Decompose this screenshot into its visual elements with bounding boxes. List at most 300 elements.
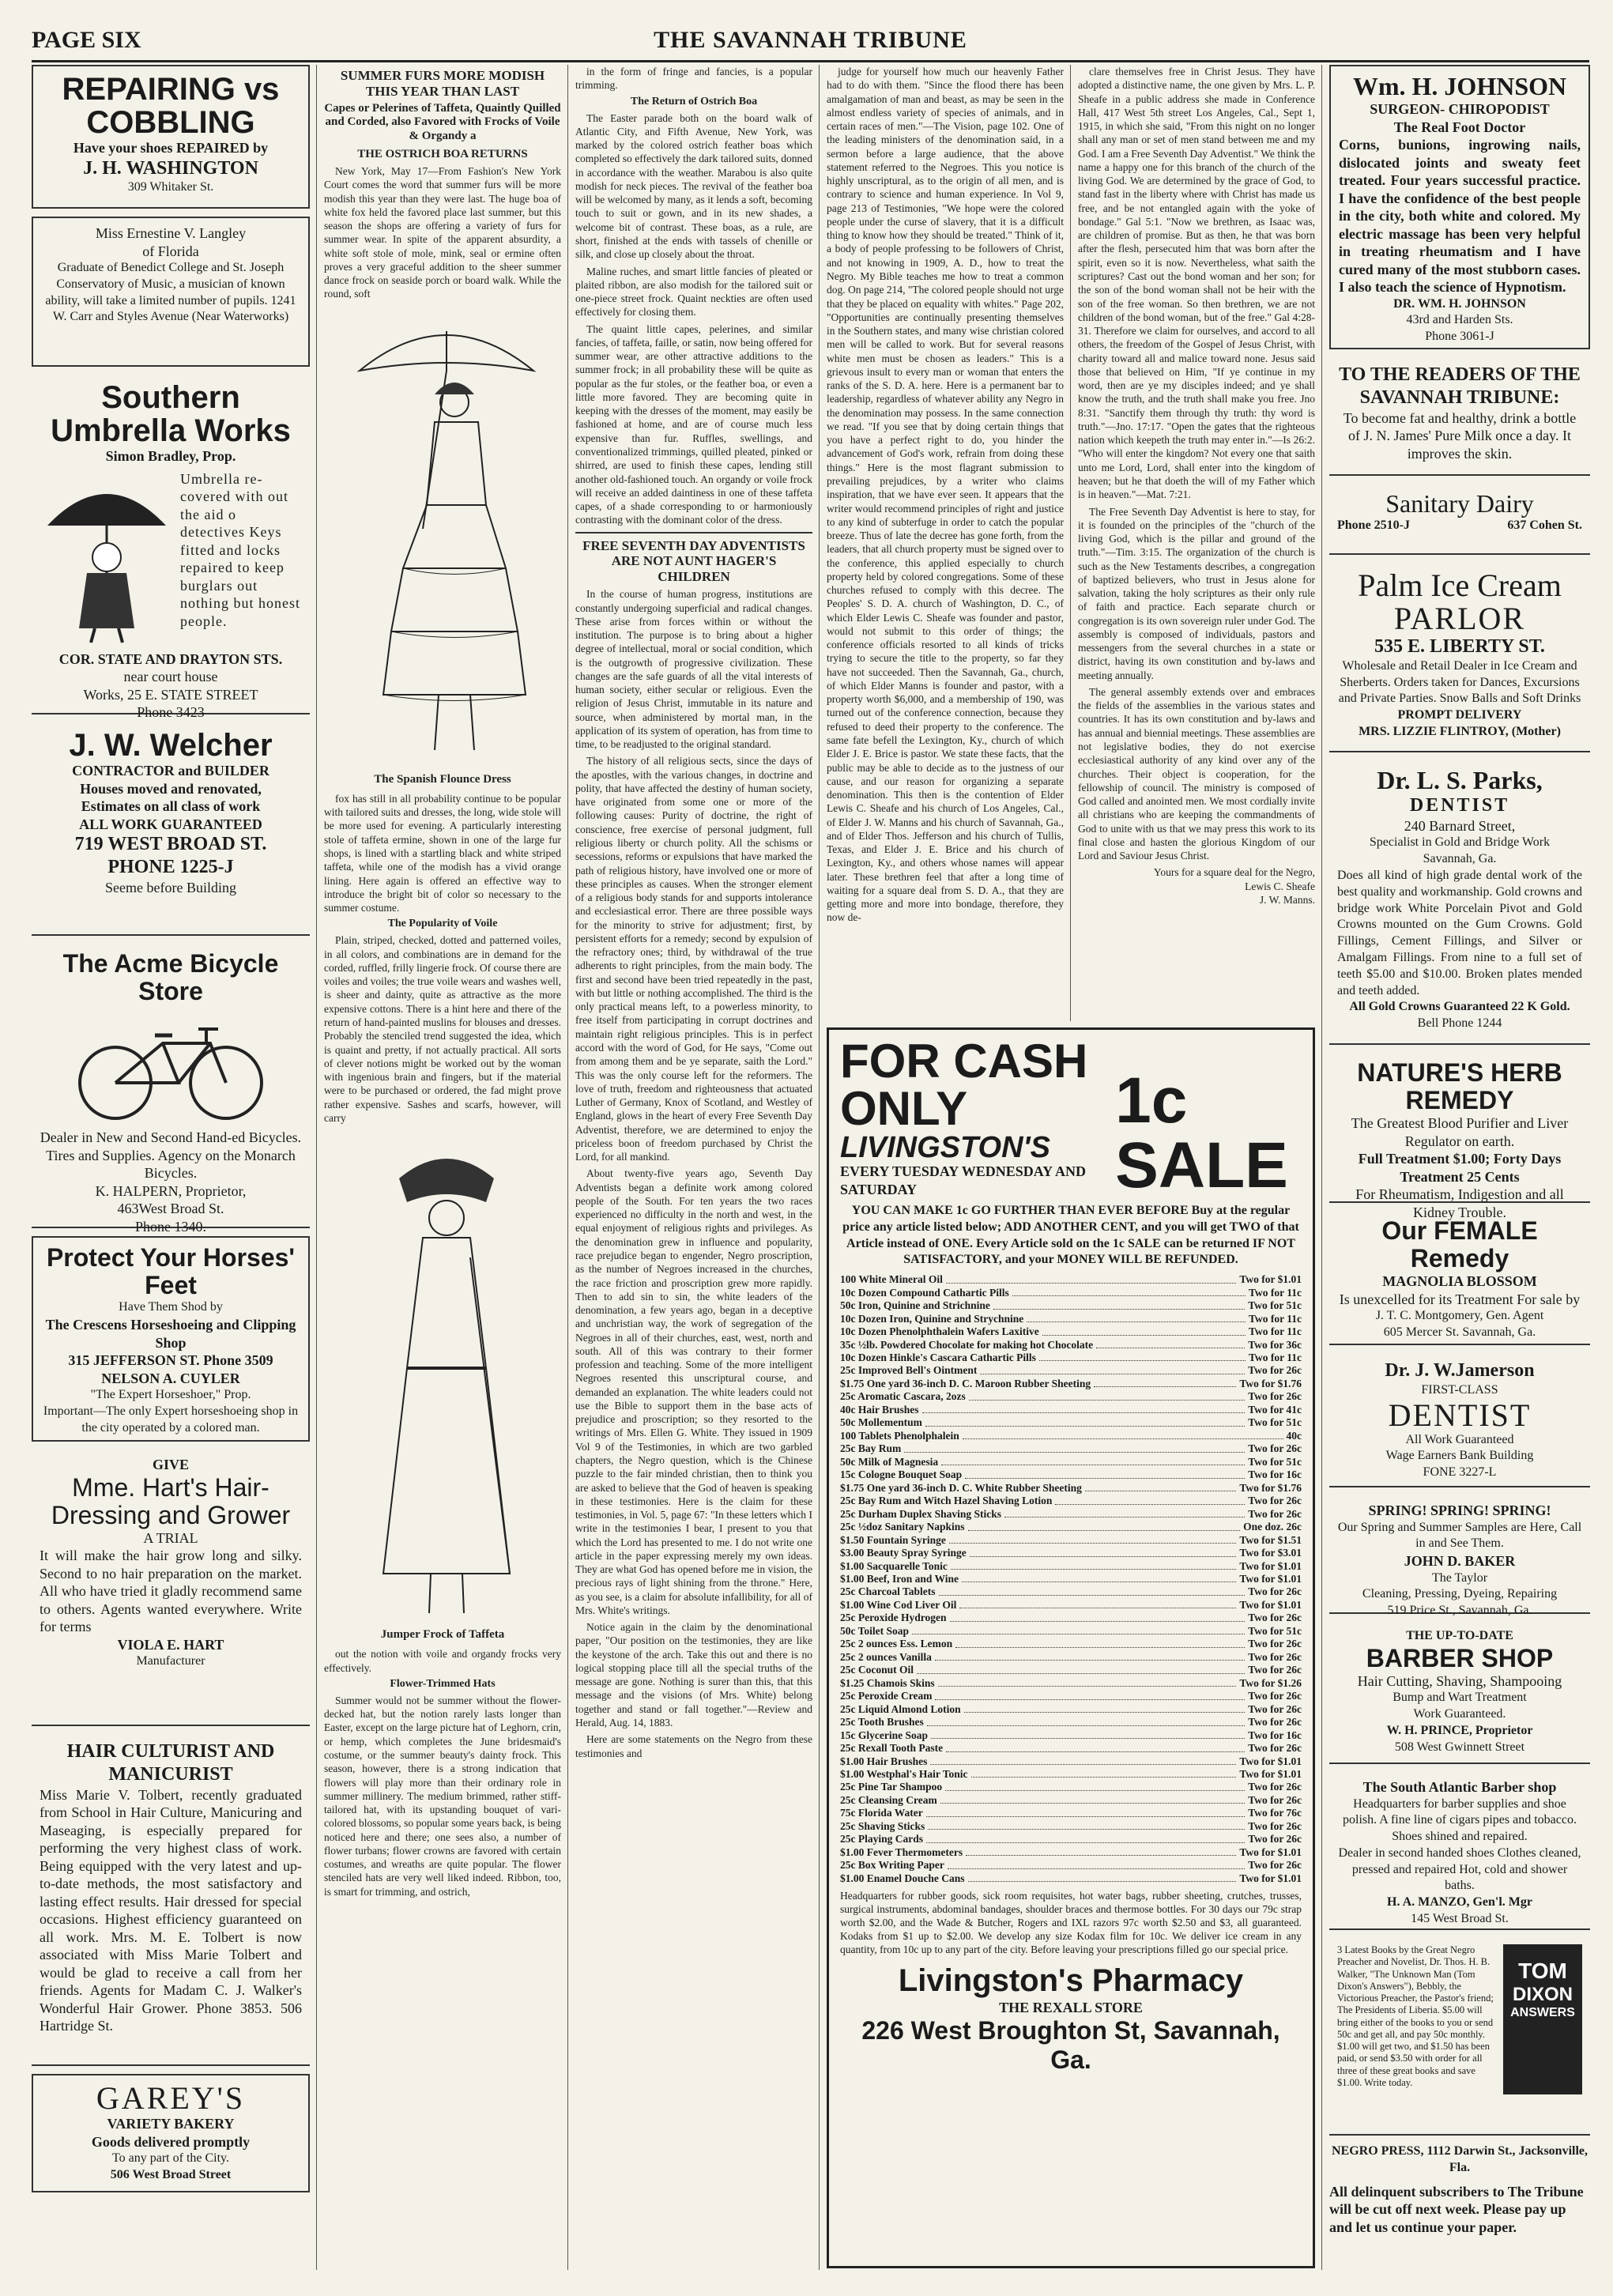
sale-item-price: Two for 51c <box>1248 1455 1302 1468</box>
sale-item-price: Two for 26c <box>1248 1716 1302 1729</box>
jamerson-line: All Work Guaranteed <box>1405 1432 1514 1446</box>
umbrella-title: Southern Umbrella Works <box>51 380 291 448</box>
leader-dots <box>969 1390 1246 1400</box>
welcher-line: Estimates on all class of work <box>81 798 261 814</box>
fashion-headline: SUMMER FURS MORE MODISH THIS YEAR THAN LAST <box>340 68 545 99</box>
fashion-paragraph: New York, May 17—From Fashion's New York Court comes the word that summer furs will be more modish this year than they were last. The huge boa of white fox held the favored place last summer, but this season the shops are offering a variety of furs for summer wear. In spite of the apparent absurdity, a white soft stole of mole, mink, seal or ermine often proves a very graceful addition to the sheer summer dance frock on seaside porch or board walk. While the round, soft <box>324 165 561 300</box>
adventist-paragraph: Here are some statements on the Negro from these testimonies and <box>575 1733 812 1759</box>
parlor-prompt: PROMPT DELIVERY <box>1397 708 1522 722</box>
sale-item <box>840 1573 1302 1585</box>
sale-item-price: Two for 41c <box>1248 1403 1302 1416</box>
sale-item-name: 10c Dozen Phenolphthalein Wafers Laxitive <box>840 1325 1039 1338</box>
leader-dots <box>930 1755 1236 1765</box>
sale-intro: YOU CAN MAKE 1c GO FURTHER THAN EVER BEFORE Buy at the regular price any article listed below; ADD ANOTHER CENT, and you will get TWO of that Article instead of ONE. Every Article sold on the 1c SALE can be returned IF NOT SATISFACTORY, and your MONEY WILL BE REFUNDED. <box>842 1204 1299 1267</box>
hart-name: VIOLA E. HART <box>117 1636 224 1653</box>
acme-prop: K. HALPERN, Proprietor, <box>95 1182 247 1199</box>
sale-item-name: 15c Glycerine Soap <box>840 1729 928 1741</box>
leader-dots <box>1004 1508 1245 1517</box>
sale-item-name: 25c Charcoal Tablets <box>840 1585 936 1598</box>
fashion-paragraph: Summer would not be summer without the flower-decked hat, but the notion rarely lasts longer than Easter, except on the large picture hat of Leghorn, crin, or hemp, which completes the June bridesmaid's costume, or the summer beauty's dainty frock. This season, however, there is a strong indication that flowers will play more than their ordinary role in summer millinery. The medium brimmed, rather stiff-tailored hat, with its upstanding bouquet of vari-colored blossoms, so popular some years back, is being noticed here and there; one sees also, a number of flower turbans; flower crowns are favored with certain costumes, and wreaths are quite popular. The flower stenciled hats are very well liked indeed. Ribbon, too, is smart for trimming, and ostrich, <box>324 1694 561 1898</box>
leader-dots <box>928 1820 1245 1830</box>
female-name: MAGNOLIA BLOSSOM <box>1382 1273 1537 1290</box>
sale-item-name: 25c Bay Rum <box>840 1442 902 1455</box>
leader-dots <box>1055 1495 1245 1504</box>
johnson-ad <box>1329 65 1590 349</box>
book-cover-text: TOM <box>1518 1959 1567 1983</box>
jamerson-phone: FONE 3227-L <box>1423 1465 1497 1480</box>
sale-item-price: Two for 51c <box>1248 1624 1302 1637</box>
hart-title: Mme. Hart's Hair-Dressing and Grower <box>51 1472 291 1529</box>
female-address: 605 Mercer St. Savannah, Ga. <box>1383 1325 1536 1340</box>
adventist-paragraph: judge for yourself how much our heavenly Father had to do with them. "Since the flood there has been amalgamation of man and beast, as may be seen in the almost endless variety of species of animals, and in certain races of men."—The Vision, page 102. One of the leading ministers of the denomination said, in a sermon before a large audience, that the above statement referred to the Negroes. This you notice is highly unscriptural, as to the origin of all men, and is contrary to science and human experience. In Vol 9, page 213 of Testimonies, "We hope were the colored people under the curse of slavery, that it is a difficult thing to know how they should be treated." Think of it, a body of people professing to be followers of Christ, and not knowing in 1909, A. D., how to treat the Negro. My Bible teaches me how to treat a common dog. On page 214, "The colored people should not urge that they be placed on equality with whites." Page 202, "Opportunities are continually presenting themselves in the Southern states, and many wise christian colored men will be called to work. But for several reasons white men must be chosen as leaders." This is a grievous insult to every man or woman that enters the ranks of the S. D. A. here. Here is a permanent bar to leadership, regardless of whatever ability any Negro in the denomination may possess. In the same connection we read. "If you see that by doing certain things that you have a perfect right to do, you hinder the advancement of God's work, refrain from doing these things." Here is the most flagrant submission to prevailing prejudices, by a writer who claims inspiration, that we have ever seen. It appears that the writer would recommend principles of right and justice to any kind of subterfuge in order to catch the popular breeze. Thus of late the decree has gone forth, from the leaders, that all church property must be signed over to the conference, this applied especially to church property held by colored congregations. Some of these churches refused to comply with this decree. The Peoples' S. D. A. church of Washington, D. C., of which Elder Lewis C. Sheafe was founder and pastor, would not submit to this order of things; the conference officials resorted to all kinds of tricks trying to secure the title to the property, so far they have not succeeded. Then the Savannah, Ga., church, of which Elder Manns is founder and pastor, with a property worth $6,000, and a membership of 190, was turned out of the conference connection, because they refused to deed their property to the conference. The same fate befell the Lexington, Ky., church of which Elder J. E. Brice is pastor. We state these facts, that the public may be able to decide as to the justness of our cause, and our reason for organizing a separate denomination. This then is the contention of Elder Lewis C. Sheafe and his church of Los Angeles, Cal., of Elder J. W. Manns and his church of Savannah, Ga., and of Elder Thos. Jefferson and his church of Tullis, Texas, and Elder J. E. Brice and his church of Lexington, Ky., and others whose names will appear later. These brethren feel that after a long time of waiting for a square deal from S. D. A., that they are getting more and more into bondage, therefore, they now de- <box>827 66 1064 924</box>
sale-item-price: Two for 26c <box>1248 1742 1302 1755</box>
welcher-line: ALL WORK GUARANTEED <box>79 816 262 832</box>
female-body: Is unexcelled for its Treatment For sale by <box>1339 1291 1581 1307</box>
parlor-body: Wholesale and Retail Dealer in Ice Cream and Sherberts. Orders taken for Dances, Excursions and Private Parties. Snow Balls and Soft Drinks <box>1338 658 1581 706</box>
sale-item <box>840 1430 1302 1442</box>
adventist-paragraph: The history of all religious sects, since the days of the apostles, with the various changes, in doctrine and polity, that have affected the destiny of human society, have originated from some one or more of the following causes: Purity of doctrine, the right of conscience, free exercise of personal judgment, full religious liberty or church polity. All the schisms or secessions, reforms or expulsions that have marked the path of religious history, have involved one or more of these principles as causes. When the stronger element of a religious body stands for and supports intolerance and ecclesiastical error. There are three possible ways for the minority to strive for adjustment; first, by persistent efforts for a remedy; second by expulsion of the refractory ones; third, by withdrawal of the true adherents to right principles, from the main body. The first and second have been tried repeatedly in the past, with but little or nothing accomplished. The third is the only practical means left, to a powerless minority, to free itself from participating in corrupt doctrines and maintain right religious principles. This is in perfect accord with the word of God, for He says, "Come out from among them and be ye separate, saith the Lord." This was the only course left for the reformers. The love of truth, freedom and righteousness that actuated Luther of Germany, Knox of Scotland, and Westley of England, glows in the heart of every Free Seventh Day Adventist, therefore, we are determined to enjoy the priceless boon of freedom purchased by Christ the Lord, for all mankind. <box>575 755 812 1163</box>
leader-dots <box>938 1677 1237 1687</box>
sale-days: EVERY TUESDAY WEDNESDAY AND SATURDAY <box>840 1163 1086 1197</box>
adventist-paragraph: Notice again in the claim by the denominational paper, "Our position on the testimonies, they are like the keystone of the arch. Take this out and there is no logical stopping place till all the special truths of the message are gone. Nothing is surer than this, that this message and the visions (of Mrs. White) belong together and stand or fall together."—Review and Herald, Aug. 14, 1883. <box>575 1621 812 1729</box>
fashion-article-column <box>324 65 561 2270</box>
books-body: 3 Latest Books by the Great Negro Preacher and Novelist, Dr. Thos. H. B. Walker, "The Unknown Man (Tom Dixon's Answers"), Bebbly, the Victorious Preacher, the Pastor's friend; The Presidents of Liberia. $5.00 will bring either of the books to you or send 50c and get all, and pay 50c monthly. $1.00 will get two, and $1.50 has been paid, or send $3.50 with order for all three of these great books and save $1.00. Write today. <box>1337 1944 1494 2088</box>
adventist-article-continued <box>827 65 1064 1013</box>
johnson-body: Corns, bunions, ingrowing nails, dislocated joints and sweaty feet treated. Four years successful practice. I have the confidence of the best people in the city, both white and colored. My electric massage has been very helpful in treating rheumatism and I have cured many of the most stubborn cases. I also teach the science of Hypnotism. <box>1339 137 1581 296</box>
leader-dots <box>926 1833 1245 1842</box>
fashion-section-title: The Return of Ostrich Boa <box>630 95 758 107</box>
sale-item-name: 25c Bay Rum and Witch Hazel Shaving Lotion <box>840 1495 1053 1507</box>
welcher-address: 719 WEST BROAD ST. <box>74 834 267 854</box>
sale-item <box>840 1677 1302 1690</box>
leader-dots <box>963 1430 1283 1439</box>
leader-dots <box>941 1456 1245 1465</box>
sale-item-name: $1.25 Chamois Skins <box>840 1676 935 1689</box>
parlor-title: Palm Ice Cream <box>1358 567 1562 603</box>
jumper-frock-illustration <box>328 1131 557 1621</box>
horses-shop: The Crescens Horseshoeing and Clipping Shop <box>45 1317 296 1351</box>
sale-item-price: Two for 16c <box>1248 1468 1302 1481</box>
tolbert-body: Miss Marie V. Tolbert, recently graduated from School in Hair Culture, Manicuring and Maseaging, is especially prepared for performing the very highest class of work. Being equipped with the very latest and up-to-date methods, the most satisfactory and lasting effect results. Hair dressed for special occasions. Highest efficiency guaranteed on all work. Mrs. M. E. Tolbert is now associated with Miss Marie Tolbert and would be glad to receive a call from her friends. Agents for Madam C. J. Walker's Wonderful Hair Grower. Phone 3853. 506 Hartridge St. <box>40 1786 302 2034</box>
sale-item <box>840 1456 1302 1468</box>
johnson-line: The Real Foot Doctor <box>1393 119 1526 135</box>
herb-title: NATURE'S HERB REMEDY <box>1357 1058 1562 1115</box>
langley-ad <box>32 217 310 367</box>
books-ad <box>1329 1938 1590 2136</box>
readers-body: To become fat and healthy, drink a bottle of J. N. James' Pure Milk once a day. It improves the skin. <box>1343 409 1577 462</box>
fashion-section-title: THE OSTRICH BOA RETURNS <box>357 147 528 160</box>
baker-body: Our Spring and Summer Samples are Here, Call in and See Them. <box>1337 1520 1582 1551</box>
umbrella-works: Works, 25 E. STATE STREET <box>83 686 258 703</box>
column-rule <box>567 65 568 2270</box>
parks-guarantee: All Gold Crowns Guaranteed 22 K Gold. <box>1349 1000 1570 1014</box>
dairy-address: 637 Cohen St. <box>1507 518 1582 533</box>
leader-dots <box>939 1585 1246 1595</box>
sale-item <box>840 1820 1302 1833</box>
sale-item-price: Two for 51c <box>1248 1299 1302 1312</box>
sale-item-name: 25c Peroxide Hydrogen <box>840 1612 947 1624</box>
sale-item-price: Two for 11c <box>1249 1352 1302 1363</box>
barber-line: Bump and Wart Treatment <box>1393 1691 1527 1705</box>
sale-item-name: $1.00 Westphal's Hair Tonic <box>840 1768 968 1780</box>
spanish-flounce-dress-illustration <box>328 307 557 766</box>
sale-item-name: $3.00 Beauty Spray Syringe <box>840 1547 967 1559</box>
masthead-title: THE SAVANNAH TRIBUNE <box>654 27 967 53</box>
sale-item <box>840 1599 1302 1612</box>
sale-item-name: $1.00 Sacquarelle Tonic <box>840 1559 948 1572</box>
south-title: The South Atlantic Barber shop <box>1362 1779 1557 1795</box>
column-rule <box>316 65 317 2270</box>
parks-title: Dr. L. S. Parks, <box>1377 766 1543 794</box>
sale-item <box>840 1352 1302 1364</box>
ads-column-left <box>32 65 310 2270</box>
sale-item-name: 25c Cleansing Cream <box>840 1793 937 1806</box>
sale-item-price: Two for $3.01 <box>1239 1547 1302 1559</box>
langley-origin: of Florida <box>142 243 199 259</box>
sale-item-name: 15c Cologne Bouquet Soap <box>840 1468 963 1481</box>
column-rule <box>1321 65 1322 2270</box>
sale-item <box>840 1325 1302 1338</box>
sale-item-price: Two for 26c <box>1248 1390 1302 1403</box>
sale-item <box>840 1742 1302 1755</box>
herb-price: Full Treatment $1.00; Forty Days Treatment 25 Cents <box>1358 1151 1562 1185</box>
sale-item <box>840 1755 1302 1768</box>
horses-name: NELSON A. CUYLER <box>101 1370 240 1386</box>
sale-brand: LIVINGSTON'S <box>840 1131 1050 1164</box>
sale-item-price: 40c <box>1286 1429 1302 1442</box>
langley-name: Miss Ernestine V. Langley <box>95 225 247 241</box>
leader-dots <box>951 1560 1236 1570</box>
sale-item-name: $1.00 Enamel Douche Cans <box>840 1872 965 1884</box>
column-rule <box>1070 65 1071 1021</box>
leader-dots <box>912 1625 1245 1634</box>
sale-item-name: 25c Shaving Sticks <box>840 1819 925 1832</box>
dairy-phone: Phone 2510-J <box>1337 518 1410 533</box>
sale-item-name: $1.50 Fountain Syringe <box>840 1533 946 1546</box>
sale-item-name: 25c Rexall Tooth Paste <box>840 1742 944 1755</box>
sale-item-name: 25c 2 ounces Vanilla <box>840 1650 932 1663</box>
book-cover-text: DIXON <box>1512 1984 1573 2005</box>
sale-item-price: Two for 26c <box>1248 1664 1302 1676</box>
sale-item <box>840 1807 1302 1819</box>
sale-item-list <box>840 1273 1302 1885</box>
leader-dots <box>931 1729 1245 1739</box>
sale-item-price: Two for 26c <box>1248 1364 1302 1377</box>
sale-item-price: One doz. 26c <box>1243 1521 1302 1533</box>
sale-item-price: Two for 11c <box>1249 1312 1302 1325</box>
welcher-phone: PHONE 1225-J <box>107 856 234 877</box>
sale-item <box>840 1378 1302 1390</box>
sale-item-price: Two for 36c <box>1248 1338 1302 1351</box>
sale-item-name: 25c Durham Duplex Shaving Sticks <box>840 1507 1002 1520</box>
horseshoe-ad <box>32 1236 310 1442</box>
sale-item-price: Two for 16c <box>1248 1729 1302 1741</box>
umbrella-phone: Phone 3423 <box>137 704 205 720</box>
sale-item <box>840 1495 1302 1507</box>
welcher-line: Houses moved and renovated, <box>80 780 262 797</box>
johnson-sig: DR. WM. H. JOHNSON <box>1393 296 1526 311</box>
sale-item-price: Two for $1.01 <box>1239 1572 1302 1585</box>
parks-body: Does all kind of high grade dental work of the best quality and workmanship. Gold crowns and bridge work White Porcelain Pivot and Gold Crowns mounted on the Gum Crowns. Gold Fillings, Cement Fillings, and Silver or Amalgam Fillings. From nine to a full set of teeth $5.00 and $10.00. Broken plates mended and teeth added. <box>1337 869 1582 997</box>
figure-caption: The Spanish Flounce Dress <box>374 772 511 786</box>
leader-dots <box>955 1638 1245 1647</box>
sale-item <box>840 1781 1302 1793</box>
south-body: Headquarters for barber supplies and shoe polish. A fine line of cigars pipes and tobacco. Shoes shined and repaired. <box>1343 1796 1577 1844</box>
sale-item <box>840 1846 1302 1859</box>
leader-dots <box>959 1599 1236 1608</box>
sale-item-name: 25c Improved Bell's Ointment <box>840 1364 978 1377</box>
sale-item-name: $1.00 Beef, Iron and Wine <box>840 1572 959 1585</box>
parlor-address: 535 E. LIBERTY ST. <box>1374 636 1545 657</box>
sale-item-price: Two for $1.01 <box>1239 1559 1302 1572</box>
fashion-paragraph: fox has still in all probability continue to be popular with tailored suits and dresses, the long, wide stole will be more used for evening. A particularly interesting stole of taffeta ermine, shown in one of the large fur shops, is lined with a startling black and white striped taffeta, while one of the modish has a vivid orange lining. Here again is offered an effective way to introduce the bright bit of color so necessary to the summer costume. <box>324 792 561 914</box>
sale-item <box>840 1416 1302 1429</box>
leader-dots <box>965 1468 1245 1478</box>
female-agent: J. T. C. Montgomery, Gen. Agent <box>1375 1309 1544 1323</box>
barber-line: Hair Cutting, Shaving, Shampooing <box>1357 1672 1562 1689</box>
sale-item-name: 50c Mollementum <box>840 1416 922 1429</box>
sale-item-name: 10c Dozen Hinkle's Cascara Cathartic Pills <box>840 1352 1036 1363</box>
parks-phone: Bell Phone 1244 <box>1417 1016 1502 1031</box>
readers-title: TO THE READERS OF THE SAVANNAH TRIBUNE: <box>1339 364 1581 408</box>
sale-item-name: 25c Pine Tar Shampoo <box>840 1781 943 1793</box>
sale-item-price: Two for 26c <box>1248 1612 1302 1624</box>
parlor-owner: MRS. LIZZIE FLINTROY, (Mother) <box>1359 724 1561 738</box>
sale-item <box>840 1482 1302 1495</box>
garey-address: 506 West Broad Street <box>110 2167 232 2181</box>
sale-item <box>840 1794 1302 1807</box>
sale-item-price: Two for $1.76 <box>1239 1377 1302 1389</box>
barber-line: Work Guaranteed. <box>1413 1707 1506 1721</box>
baker-line: Cleaning, Pressing, Dyeing, Repairing <box>1362 1587 1558 1601</box>
johnson-sub: SURGEON- CHIROPODIST <box>1370 101 1550 118</box>
sale-item-price: Two for 26c <box>1248 1507 1302 1520</box>
leader-dots <box>917 1664 1245 1673</box>
sale-item-price: Two for 26c <box>1248 1793 1302 1806</box>
horses-line: Have Them Shod by <box>119 1300 223 1314</box>
sale-item-price: Two for $1.01 <box>1239 1768 1302 1780</box>
south-atlantic-ad <box>1329 1772 1590 1930</box>
sale-item-name: 50c Toilet Soap <box>840 1624 910 1637</box>
herb-for: For Rheumatism, Indigestion and all Kidney Trouble. <box>1355 1186 1564 1220</box>
sale-item-price: Two for 51c <box>1248 1416 1302 1429</box>
adventist-paragraph: In the course of human progress, institutions are constantly undergoing superficial and radical changes. These arise from forces within or without the institution. The purpose is to bring about a higher degree of intellectual, moral or social condition, which is the outgrowth of progressive civilization. These changes are the safe guards of all the vital interests of human society, either secular or religious. Even the religion of Jesus Christ, immutable in its nature and source, when administered by mortal man, in the application of its system of operation, has from time to time, to be readjusted to the original standard. <box>575 588 812 751</box>
repairing-name: J. H. WASHINGTON <box>83 157 258 179</box>
sale-item-price: Two for 26c <box>1248 1585 1302 1598</box>
jamerson-dentist: DENTIST <box>1388 1397 1532 1433</box>
sale-item <box>840 1313 1302 1325</box>
leader-dots <box>962 1573 1236 1582</box>
sale-item <box>840 1364 1302 1377</box>
ads-column-right <box>1329 65 1590 2270</box>
sale-item-price: Two for 11c <box>1249 1325 1302 1338</box>
sale-item <box>840 1664 1302 1676</box>
leader-dots <box>980 1364 1245 1374</box>
parks-sub: DENTIST <box>1409 795 1510 816</box>
hart-body: It will make the hair grow long and silky. Second to no hair preparation on the market. All who have tried it gladly recommend same to others. Agents wanted everywhere. Write for terms <box>40 1548 302 1635</box>
sale-item <box>840 1768 1302 1781</box>
female-remedy-ad <box>1329 1211 1590 1345</box>
sale-item-price: Two for $1.01 <box>1239 1273 1302 1286</box>
south-address: 145 West Broad St. <box>1411 1912 1509 1926</box>
johnson-title: Wm. H. JOHNSON <box>1352 72 1567 100</box>
sale-item-price: Two for 76c <box>1248 1807 1302 1819</box>
pharmacy-name: Livingston's Pharmacy <box>898 1962 1244 1998</box>
baker-title: SPRING! SPRING! SPRING! <box>1368 1502 1551 1518</box>
delinquent-notice: All delinquent subscribers to The Tribune will be cut off next week. Please pay up and let us continue your paper. <box>1329 2183 1584 2235</box>
barber-proprietor: W. H. PRINCE, Proprietor <box>1386 1724 1533 1738</box>
fashion-paragraph: out the notion with voile and organdy frocks very effectively. <box>324 1648 561 1674</box>
repairing-line: Have your shoes REPAIRED by <box>73 140 269 156</box>
sale-item-name: $1.00 Fever Thermometers <box>840 1845 963 1858</box>
hart-trial: A TRIAL <box>143 1529 198 1546</box>
hart-ad <box>32 1450 310 1726</box>
sale-item-price: Two for $1.26 <box>1239 1676 1302 1689</box>
jamerson-line: FIRST-CLASS <box>1421 1382 1498 1397</box>
adventist-paragraph: The general assembly extends over and embraces the fields of the assemblies in the various states and countries. It has its own constitution and by-laws and has annual and biennial meetings. These assemblies are not legislative bodies, they do not exercise ecclesiastical authority of any kind over any of the churches. Their object is cooperation, for the fellowship of council. The ministry is composed of God called and anointed men. We most cordially invite all christians who are keeping the commandments of God to unite with us that we may press this work to its final close and hasten the glorious Kingdom of our Lord and Saviour Jesus Christ. <box>1078 685 1315 862</box>
leader-dots <box>968 1521 1241 1530</box>
welcher-ad <box>32 722 310 936</box>
sale-item <box>840 1872 1302 1885</box>
fashion-paragraph: The quaint little capes, pelerines, and similar fancies, of taffeta, faille, or satin, now being offered for summer wear, are other attractive additions to the summer frock; in all probability these will be quite as popular as the fur stoles, or the feather boa, or even a little more favored. They are becoming quite in keeping with the dresses of the moment, may easily be fashioned at home, and are of course much less expensive than fur. Ruffles, swellings, and conventionalized trimmings, quilled pleated, pinked or shirred, are used to finish these capes, lending still another old-fashioned touch. An organdy or voile frock will receive an added daintiness in one of these taffeta capes, of a shade corresponding to or harmoniously contrasting with the dominant color of the dress. <box>575 322 812 526</box>
garey-bakery-ad <box>32 2074 310 2192</box>
fashion-paragraph: The Easter parade both on the board walk of Atlantic City, and Fifth Avenue, New York, was marked by the colored ostrich feather boas which completed so effectively the dark tailored suits, donned in accordance with the weather. Marabou is also quite modish for neck pieces. The revival of the feather boa will be welcomed by many, as it lends a soft, becoming touch to suit or gown, and in its new shades, a welcome bit of contrast. These boas, as a rule, are short, finished at the ends with tassels of chenille or silk, and close up closely about the throat. <box>575 111 812 261</box>
livingston-sale-ad <box>827 1027 1315 2268</box>
sale-footer: Headquarters for rubber goods, sick room requisites, hot water bags, rubber sheeting, crutches, trusses, surgical instruments, abdominal bandages, shoulder braces and thermose bottles. For 30 days our 79c strap worth $2.00, and the Wade & Butcher, Rogers and IXL razors 97c worth $2.50 and $3, all guaranteed. Kodaks from $1 up to $2.00. We develop any size Kodax film for 10c. We deliver ice cream in any quantity, from 10c up to any part of the city. Before leaving your prescriptions filled go our special price. <box>840 1890 1302 1955</box>
bicycle-illustration <box>68 1012 273 1122</box>
sale-item-price: Two for 26c <box>1248 1690 1302 1702</box>
sale-item <box>840 1833 1302 1845</box>
sale-item <box>840 1612 1302 1624</box>
jamerson-title: Dr. J. W.Jamerson <box>1385 1360 1535 1381</box>
sale-item <box>840 1547 1302 1559</box>
sale-item-price: Two for $1.01 <box>1239 1872 1302 1884</box>
sale-item <box>840 1521 1302 1533</box>
sale-item <box>840 1339 1302 1352</box>
acme-bicycle-ad <box>32 944 310 1235</box>
sale-item-price: Two for 26c <box>1248 1819 1302 1832</box>
pharmacy-address: 226 West Broughton St, Savannah, Ga. <box>861 2016 1280 2075</box>
sale-item-name: 25c ½doz Sanitary Napkins <box>840 1521 965 1533</box>
leader-dots <box>1039 1352 1246 1361</box>
sale-item-price: Two for 26c <box>1248 1781 1302 1793</box>
sale-item-price: Two for 26c <box>1248 1495 1302 1507</box>
sale-item <box>840 1625 1302 1638</box>
article-closing: Yours for a square deal for the Negro, <box>1153 866 1315 879</box>
sale-item-name: $1.00 Wine Cod Liver Oil <box>840 1598 957 1611</box>
sale-item-name: 25c Peroxide Cream <box>840 1690 933 1702</box>
garey-title: GAREY'S <box>96 2080 246 2116</box>
johnson-phone: Phone 3061-J <box>1425 330 1494 344</box>
article-signature: J. W. Manns. <box>1259 893 1315 906</box>
jamerson-line: Wage Earners Bank Building <box>1385 1449 1534 1463</box>
adventist-article-continued-2 <box>1078 65 1315 1013</box>
leader-dots <box>948 1859 1245 1868</box>
ice-cream-ad <box>1329 563 1590 752</box>
sale-item <box>840 1585 1302 1598</box>
sale-item-name: 25c Playing Cards <box>840 1833 924 1845</box>
sale-item-price: Two for 26c <box>1248 1650 1302 1663</box>
leader-dots <box>926 1807 1246 1816</box>
leader-dots <box>966 1846 1236 1856</box>
hart-give: GIVE <box>152 1457 189 1472</box>
article-signature: Lewis C. Sheafe <box>1245 880 1315 892</box>
leader-dots <box>970 1547 1237 1556</box>
repairing-address: 309 Whitaker St. <box>127 180 214 194</box>
leader-dots <box>1096 1339 1245 1348</box>
adventist-paragraph: About twenty-five years ago, Seventh Day Adventists began a definite work among colored people of the South. For ten years the two races experienced no difficulty in the north and west, in the equal enjoyment of religious rights and privileges. As the denomination grew in influence and popularity, race prejudice began to engender, Negro proscription, as the number of Negroes increased in the churches, the race friction and proscription grew more rapidly. Then to add sin to sin, the white leaders of the denomination, a few years ago, began in a deceptive and unchristian way, the work of segregation of the Negroes in all of their churches, east, west, north and south. All of this was contrary to their former profession and teaching. Some of the more intelligent Negroes resented this unscriptural course, and demanded an explanation. The white leaders could not use the Bible to support them in the base acts of prejudice and proscription; so they resorted to the writings of Mrs. Ellen G. White. They issued in 1909 Vol 9 of the Testimonies, in which are two garbled chapters, the Negro question, which is the Chinese puzzle to the fair minded christian, then to think you are asked to believe that the God of heaven is speaking in these testimonies. Here is the claim for these testimonies, in Vol. 5, page 67: "In these letters which I write in the testimonies I bear, I present to you that which the Lord has presented to me. I do not write one article in the paper expressing merely my own ideas. They are what God has opened before me in vision, the precious rays of light shining from the throne." Here, as you see, is a claim for absolute infallibility, for all of Mrs. White's writings. <box>575 1167 812 1616</box>
umbrella-corner: COR. STATE AND DRAYTON STS. <box>58 650 283 667</box>
sale-item <box>840 1299 1302 1312</box>
barber-top: THE UP-TO-DATE <box>1406 1629 1513 1642</box>
adventist-paragraph: The Free Seventh Day Adventist is here to stay, for it is founded on the principles of the "church of the living God, which is the pillar and ground of the truth."—Tim. 3:15. The organization of the church is such as the New Testaments describes, a congregation of baptized believers, who trust in Jesus alone for salvation, taking the holy scriptures as their only rule of faith and practice. Each separate church or congregation is its own sovereign ruler under God. The assembly is composed of individuals, pastors and messengers from the several churches in a state or district, having its own constitution and by-laws and meeting annually. <box>1078 505 1315 681</box>
sale-item-name: 100 Tablets Phenolphalein <box>840 1429 959 1442</box>
fashion-paragraph: Maline ruches, and smart little fancies of pleated or plaited ribbon, are also modish for the tailored suit or one-piece street frock. Quaint neckties are often used effectively for closing them. <box>575 265 812 319</box>
acme-phone: Phone 1340. <box>135 1218 206 1235</box>
leader-dots <box>904 1442 1245 1452</box>
sale-item <box>840 1508 1302 1521</box>
sale-item-price: Two for $1.01 <box>1239 1755 1302 1767</box>
sale-item-price: Two for $1.01 <box>1239 1845 1302 1858</box>
umbrella-ad <box>32 375 310 720</box>
sale-item-name: 50c Milk of Magnesia <box>840 1455 939 1468</box>
baker-name: JOHN D. BAKER <box>1404 1553 1516 1570</box>
south-manager: H. A. MANZO, Gen'l. Mgr <box>1387 1895 1532 1910</box>
sale-item <box>840 1390 1302 1403</box>
horses-address: 315 JEFFERSON ST. Phone 3509 <box>68 1352 273 1369</box>
repairing-title: REPAIRING vs COBBLING <box>62 72 280 140</box>
sale-item <box>840 1638 1302 1650</box>
leader-dots <box>946 1273 1237 1283</box>
barber-shop-ad <box>1329 1622 1590 1764</box>
book-cover-text: ANSWERS <box>1510 2006 1575 2019</box>
leader-dots <box>971 1768 1237 1778</box>
parks-address: 240 Barnard Street, <box>1404 817 1516 834</box>
sale-item-price: Two for 26c <box>1248 1833 1302 1845</box>
baker-tailor-ad <box>1329 1495 1590 1618</box>
leader-dots <box>945 1781 1245 1790</box>
hart-role: Manufacturer <box>136 1654 205 1668</box>
column-rule <box>819 65 820 2270</box>
page-number: PAGE SIX <box>32 27 141 53</box>
book-cover-image <box>1503 1944 1582 2094</box>
horses-title: Protect Your Horses' Feet <box>46 1243 296 1300</box>
horses-note: Important—The only Expert horseshoeing shop in the city operated by a colored man. <box>43 1404 299 1435</box>
fashion-subhead: Capes or Pelerines of Taffeta, Quaintly Quilled and Corded, also Favored with Frocks of Voile & Organdy a <box>324 102 561 142</box>
sale-item <box>840 1690 1302 1702</box>
acme-address: 463West Broad St. <box>117 1201 224 1217</box>
sale-item-name: 25c 2 ounces Ess. Lemon <box>840 1638 953 1650</box>
leader-dots <box>935 1651 1245 1661</box>
leader-dots <box>927 1716 1245 1725</box>
adventist-paragraph: clare themselves free in Christ Jesus. They have adopted a distinctive name, the one given by Mrs. L. P. Sheafe in a public address she made in Conference Hall, 417 West 5th street Los Angeles, Cal., Sept 1, 1915, in which she said, "From this night on no longer shall any man or set of men stand between me and my God. I am a Free Seventh Day Adventist." We think the name a happy one for this branch of the church of the living God. We are determined by the grace of God, to stand fast in the liberty where with Christ has made us free, and be not entangled again with the yoke of bondage." Gal 5:1. "Now we brethren, as Isaac was, are children of promise. But as then, he that was born after the flesh, persecuted him that was born after the spirit, even so it is now. Nevertheless, what saith the scriptures? Cast out the bond woman and her son; for the son of the bond woman shall not be heir with the son of the free woman. So then brethren, we are not children of the bond woman, but of the free." Gal 4:28-31. Therefore we claim for ourselves, and accord to all others, the freedom of the Gospel of Jesus Christ, with charity toward all and malice toward none. Jesus said those that believed on Him, "If ye continue in my word, then are ye my disciples indeed; and ye shall know the truth, and the truth shall make you free. Jno 8:31. "Sanctify them through thy truth: thy word is truth."—Jno. 17:17. "Open the gates that the righteous nation which keepeth the truth may enter in."—Is 26:2. "Who will enter the kingdom? Not every one that saith unto me Lord, Lord, shall enter into the kingdom of heaven; but he that doeth the will of my Father which is in heaven."—Mat. 7:21. <box>1078 66 1315 501</box>
herb-body: The Greatest Blood Purifier and Liver Regulator on earth. <box>1351 1115 1569 1149</box>
sale-item-name: 35c ½lb. Powdered Chocolate for making hot Chocolate <box>840 1338 1094 1351</box>
sale-item-name: 75c Florida Water <box>840 1807 923 1819</box>
welcher-name: J. W. Welcher <box>69 728 273 763</box>
parks-city: Savannah, Ga. <box>1423 852 1497 866</box>
fashion-paragraph: in the form of fringe and fancies, is a popular trimming. <box>575 66 812 92</box>
dairy-ad <box>1329 484 1590 555</box>
sale-item-price: Two for $1.01 <box>1239 1598 1302 1611</box>
dairy-title: Sanitary Dairy <box>1385 489 1534 518</box>
umbrella-near: near court house <box>123 669 218 684</box>
leader-dots <box>968 1872 1237 1882</box>
parks-spec: Specialist in Gold and Bridge Work <box>1369 835 1551 850</box>
leader-dots <box>946 1742 1245 1751</box>
sale-item <box>840 1703 1302 1716</box>
jamerson-ad <box>1329 1353 1590 1487</box>
